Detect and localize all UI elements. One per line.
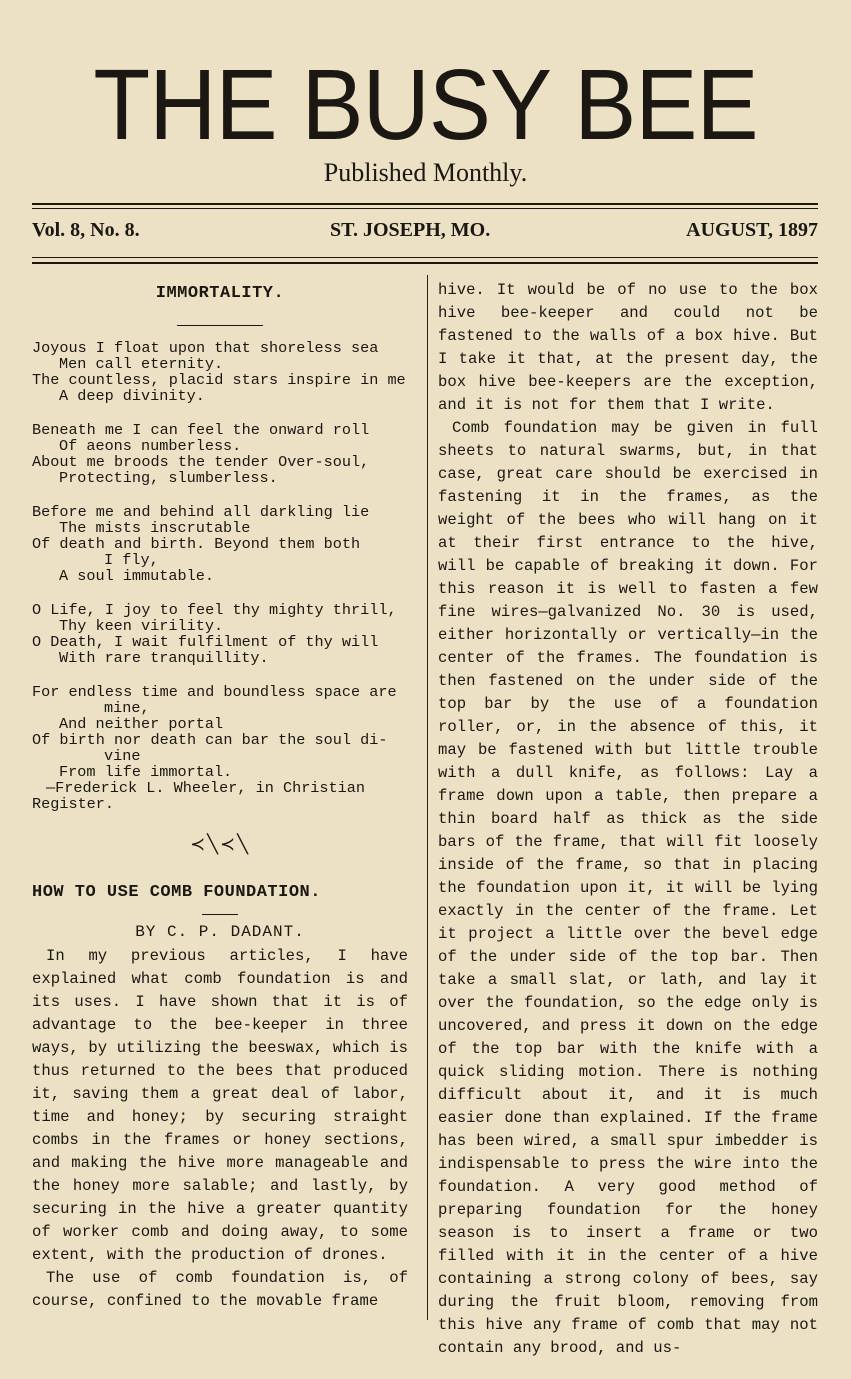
issue-place: ST. JOSEPH, MO.: [330, 219, 491, 241]
article-body-left: [32, 945, 408, 1313]
paragraph: In my previous articles, I have explained what comb foundation is and its uses. I have shown that it is of advantage to the bee-keeper in three ways, by utilizing the beeswax, which is thus returned to the bees that produced it, saving them a great deal of labor, time and honey; by securing straight combs in the frames or honey sections, and making the hive more manageable and the honey more salable; and lastly, by securing in the hive a greater quantity of worker comb and doing away, to some extent, with the production of drones.: [32, 947, 408, 1264]
poem-attribution: —Frederick L. Wheeler, in Christian: [46, 779, 365, 797]
masthead-title: THE BUSY BEE: [93, 49, 758, 161]
poem-line: Of birth nor death can bar the soul di-: [32, 731, 388, 749]
poem-stanza-5: [32, 684, 408, 812]
poem-line: Protecting, slumberless.: [59, 469, 278, 487]
poem-line: A deep divinity.: [59, 387, 205, 405]
poem-stanza-2: [32, 422, 408, 486]
poem-line: From life immortal.: [59, 763, 233, 781]
poem-line: For endless time and boundless space are: [32, 683, 397, 701]
issue-rule: [32, 262, 818, 264]
issue-rule-thin: [32, 257, 818, 258]
issue-date: AUGUST, 1897: [686, 219, 818, 241]
poem-line: Beneath me I can feel the onward roll: [32, 421, 370, 439]
poem-line: The mists inscrutable: [59, 519, 251, 537]
poem-line: Before me and behind all darkling lie: [32, 503, 370, 521]
poem-line: O Life, I joy to feel thy mighty thrill,: [32, 601, 397, 619]
issue-volume: Vol. 8, No. 8.: [32, 219, 140, 241]
poem-line: About me broods the tender Over-soul,: [32, 453, 370, 471]
poem-line: Of death and birth. Beyond them both: [32, 535, 361, 553]
poem-line: vine: [104, 747, 141, 765]
masthead-subtitle: Published Monthly.: [323, 158, 528, 187]
poem-stanza-1: [32, 340, 408, 404]
article-byline: BY C. P. DADANT.: [135, 923, 305, 941]
poem-title: IMMORTALITY.: [155, 284, 285, 303]
column-divider: [427, 275, 428, 1320]
poem-line: O Death, I wait fulfilment of thy will: [32, 633, 379, 651]
poem-attribution: Register.: [32, 795, 115, 813]
poem-line: Men call eternity.: [59, 355, 224, 373]
top-double-rule: [32, 203, 818, 205]
paragraph: Comb foundation may be given in full sheets to natural swarms, but, in that case, great care should be exercised in fastening it in the frames, as the weight of the bees who will hang on it at their first entrance to the hive, will be capable of breaking it down. For this reason it is well to fasten a few fine wires—galvanized No. 30 is used, either horizontally or vertically—in the center of the frames. The foundation is then fastened on the under side of the top bar by the use of a foundation roller, or, in the absence of this, it may be fastened with but little trouble with a dull knife, as follows: Lay a frame down upon a table, then prepare a thin board half as thick as the side bars of the frame, that will fit loosely inside of the frame, so that in placing the foundation upon it, it will be lying exactly in the center of the frame. Let it project a little over the bevel edge of the under side of the top bar. Then take a small slat, or lath, and lay it over the foundation, so the edge only is uncovered, and press it down on the edge of the top bar with the knife with a quick sliding motion. There is nothing difficult about it, and it is much easier done than explained. If the frame has been wired, a small spur imbedder is indispensable to press the wire into the foundation. A very good method of preparing foundation for the honey season is to insert a frame or two filled with it in the center of a hive containing a strong colony of bees, say during the fruit bloom, removing from this hive any frame of comb that may not contain any brood, and us-: [438, 419, 818, 1357]
poem-line: A soul immutable.: [59, 567, 214, 585]
paragraph: hive. It would be of no use to the box hive bee-keeper and could not be fastened to the walls of a box hive. But I take it that, at the present day, the box hive bee-keepers are the exception, and it is not for them that I write.: [438, 281, 818, 414]
poem-line: Thy keen virility.: [59, 617, 224, 635]
poem-line: Joyous I float upon that shoreless sea: [32, 339, 379, 357]
poem-line: I fly,: [104, 551, 159, 569]
top-double-rule-thin: [32, 208, 818, 209]
poem-line: mine,: [104, 699, 150, 717]
poem-line: And neither portal: [59, 715, 224, 733]
poem-title-rule: [177, 325, 263, 326]
poem-line: Of aeons numberless.: [59, 437, 242, 455]
poem-stanza-3: [32, 504, 408, 584]
paragraph: The use of comb foundation is, of course, confined to the movable frame: [32, 1269, 408, 1310]
left-column: [32, 278, 408, 1313]
right-column: [438, 279, 818, 1360]
poem-stanza-4: [32, 602, 408, 666]
article-title-rule: [202, 914, 238, 915]
poem-line: With rare tranquillity.: [59, 649, 269, 667]
article-title: HOW TO USE COMB FOUNDATION.: [32, 883, 321, 902]
ornament-icon: ≺╲≺╲: [190, 834, 250, 855]
poem-line: The countless, placid stars inspire in me: [32, 371, 406, 389]
